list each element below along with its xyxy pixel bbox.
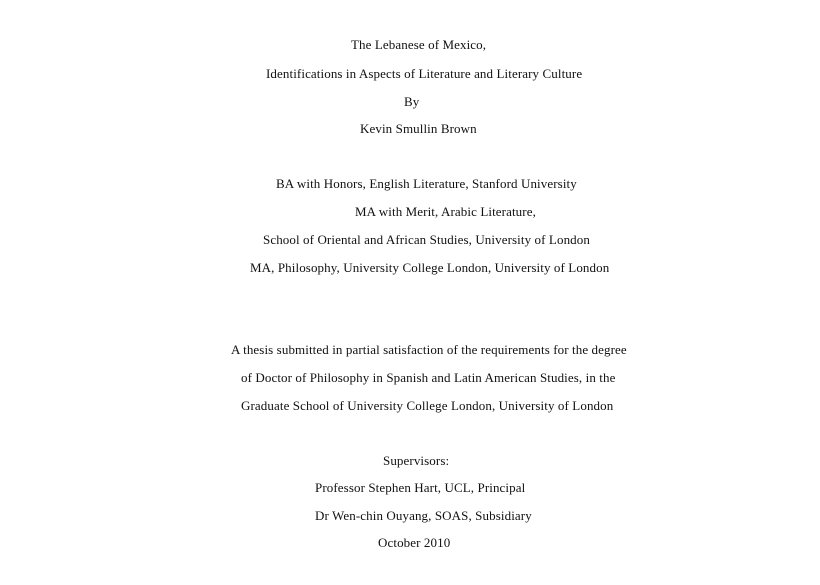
thesis-title: The Lebanese of Mexico, [351, 37, 487, 52]
degree-line: School of Oriental and African Studies, University of London [263, 232, 590, 247]
degree-line: MA, Philosophy, University College London, University of London [250, 260, 610, 275]
thesis-statement-line: A thesis submitted in partial satisfaction of the requirements for the degree [231, 342, 627, 357]
thesis-statement-line: Graduate School of University College London, University of London [241, 398, 614, 413]
thesis-subtitle: Identifications in Aspects of Literature and Literary Culture [266, 66, 583, 81]
supervisor-name: Professor Stephen Hart, UCL, Principal [315, 480, 526, 495]
supervisor-name: Dr Wen-chin Ouyang, SOAS, Subsidiary [315, 508, 532, 523]
thesis-statement-line: of Doctor of Philosophy in Spanish and Latin American Studies, in the [241, 370, 616, 385]
by-label: By [404, 94, 420, 109]
submission-date: October 2010 [378, 535, 451, 550]
degree-line: MA with Merit, Arabic Literature, [355, 204, 536, 219]
degree-line: BA with Honors, English Literature, Stanford University [276, 176, 577, 191]
author-name: Kevin Smullin Brown [360, 121, 477, 136]
supervisors-label: Supervisors: [383, 453, 450, 468]
